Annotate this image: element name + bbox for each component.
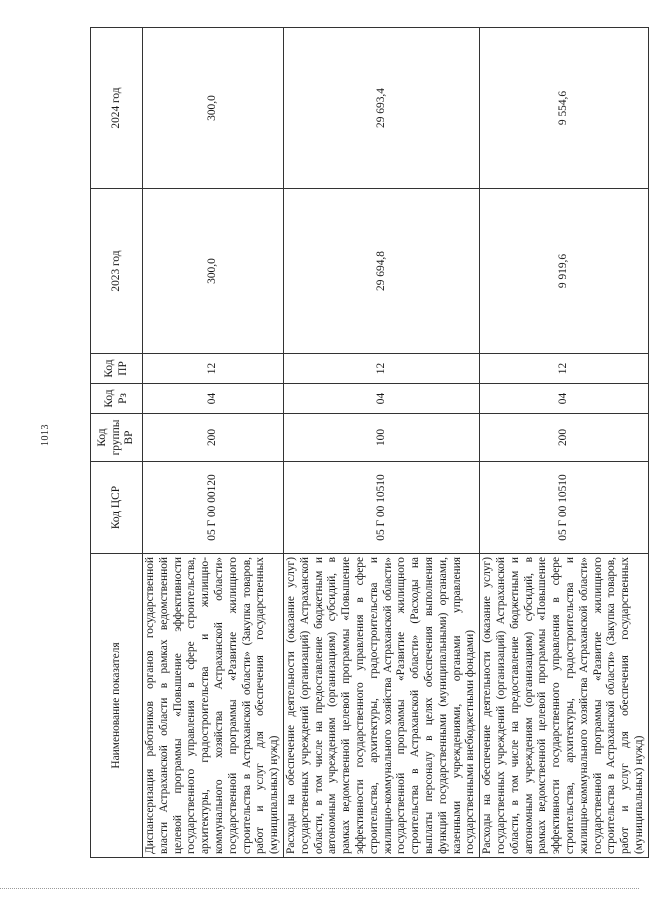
budget-table <box>90 27 649 858</box>
header-pr: Код ПР <box>91 354 143 384</box>
header-vr: Код группы ВР <box>91 414 143 462</box>
header-2023: 2023 год <box>91 189 143 354</box>
row-pr: 12 <box>480 354 649 384</box>
row-csr: 05 Г 00 10510 <box>283 462 479 554</box>
row-csr: 05 Г 00 10510 <box>480 462 649 554</box>
row-csr: 05 Г 00 00120 <box>143 462 284 554</box>
row-vr: 200 <box>143 414 284 462</box>
row-vr: 200 <box>480 414 649 462</box>
row-vr: 100 <box>283 414 479 462</box>
row-2023: 300,0 <box>143 189 284 354</box>
row-rz: 04 <box>143 384 284 414</box>
table-row <box>283 28 479 858</box>
row-pr: 12 <box>143 354 284 384</box>
rotated-table-container <box>90 28 645 858</box>
page-bottom-rule <box>0 888 639 889</box>
row-2024: 9 554,6 <box>480 28 649 189</box>
page-number: 1013 <box>40 424 51 446</box>
row-name: Расходы на обеспечение деятельности (оказание услуг) государственных учреждений (организаций) Астраханской области, в том числе на предоставление бюджетным и автономным учреждениям (организациям) субсидий, в рамках ведомственной целевой программы «Повышение эффективности государственного управления в сфере строительства, архитектуры, градостроительства и жилищно-коммунального хозяйства Астраханской области» государственной программы «Развитие жилищного строительства в Астраханской области» (Расходы на выплаты персоналу в целях обеспечения выполнения функций государственными (муниципальными) органами, казенными учреждениями, органами управления государственными внебюджетными фондами) <box>283 554 479 858</box>
row-rz: 04 <box>283 384 479 414</box>
table-row <box>480 28 649 858</box>
row-name: Диспансеризация работников органов государственной власти Астраханской области в рамках ведомственной целевой программы «Повышение эффективности государственного управления в сфере строительства, архитектуры, градостроительства и жилищно-коммунального хозяйства Астраханской области» государственной программы «Развитие жилищного строительства в Астраханской области» (Закупка товаров, работ и услуг для обеспечения государственных (муниципальных) нужд) <box>143 554 284 858</box>
row-2023: 9 919,6 <box>480 189 649 354</box>
table-row <box>143 28 284 858</box>
row-rz: 04 <box>480 384 649 414</box>
row-name: Расходы на обеспечение деятельности (оказание услуг) государственных учреждений (организаций) Астраханской области, в том числе на предоставление бюджетным и автономным учреждениям (организациям) субсидий, в рамках ведомственной целевой программы «Повышение эффективности государственного управления в сфере строительства, архитектуры, градостроительства и жилищно-коммунального хозяйства Астраханской области» государственной программы «Развитие жилищного строительства в Астраханской области» (Закупка товаров, работ и услуг для обеспечения государственных (муниципальных) нужд) <box>480 554 649 858</box>
row-2024: 300,0 <box>143 28 284 189</box>
header-name: Наименование показателя <box>91 554 143 858</box>
header-2024: 2024 год <box>91 28 143 189</box>
table-header-row <box>91 28 143 858</box>
row-2024: 29 693,4 <box>283 28 479 189</box>
header-csr: Код ЦСР <box>91 462 143 554</box>
row-pr: 12 <box>283 354 479 384</box>
row-2023: 29 694,8 <box>283 189 479 354</box>
header-rz: Код Рз <box>91 384 143 414</box>
